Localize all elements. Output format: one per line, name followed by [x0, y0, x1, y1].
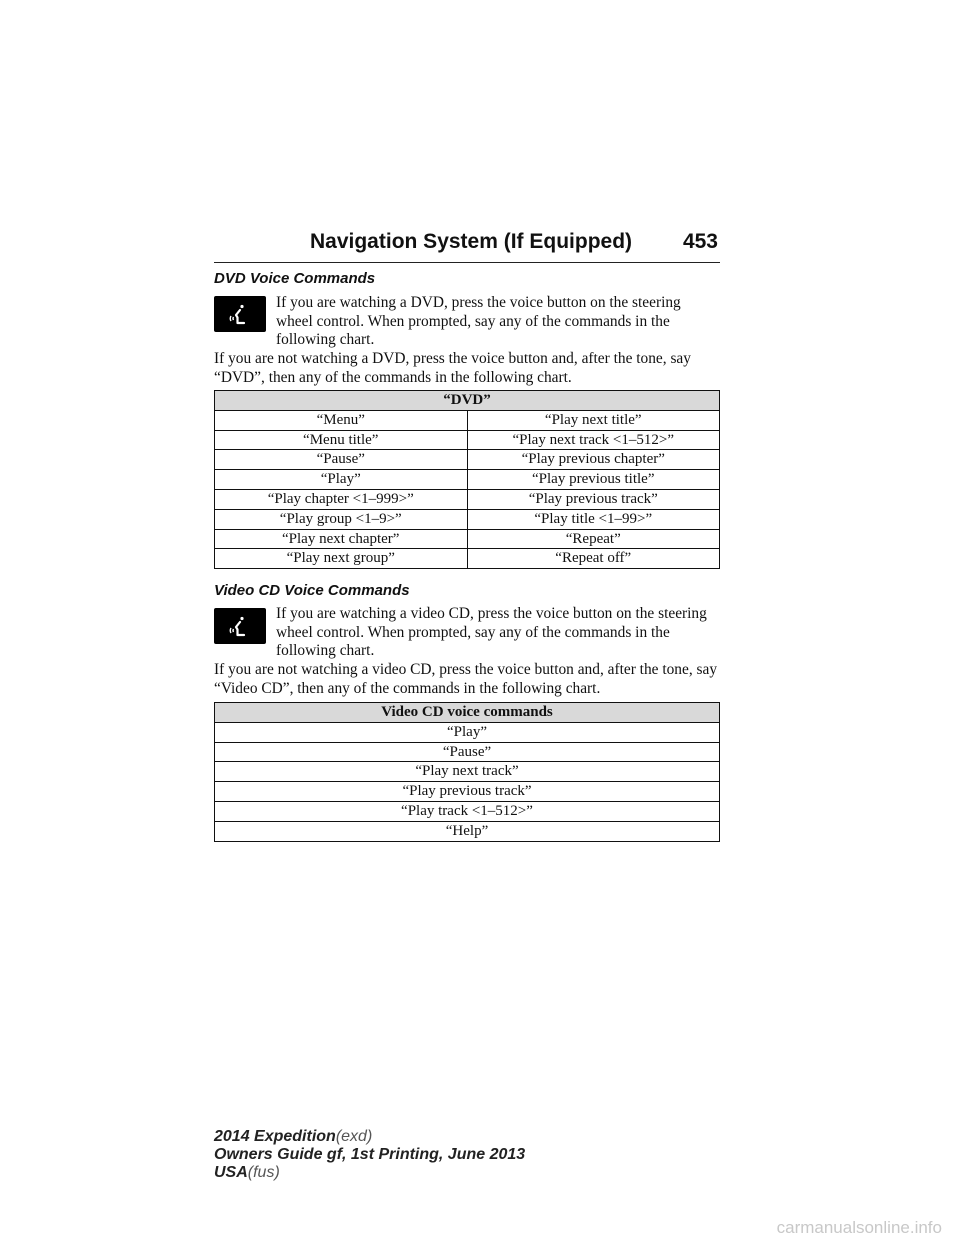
- vcd-commands-table: [214, 702, 720, 842]
- table-row: [215, 762, 720, 782]
- table-row: [215, 489, 720, 509]
- footer-model-line: [214, 1128, 525, 1146]
- table-header-row: [215, 391, 720, 411]
- table-row: [215, 801, 720, 821]
- footer-region: USA: [214, 1164, 248, 1181]
- page-footer: [214, 1128, 525, 1182]
- page-title: Navigation System (If Equipped): [310, 230, 633, 253]
- table-cell: “Play”: [215, 470, 468, 490]
- table-row: [215, 529, 720, 549]
- table-cell: “Play track <1–512>”: [215, 801, 720, 821]
- table-row: [215, 742, 720, 762]
- voice-button-icon: [214, 608, 266, 644]
- dvd-intro-text: If you are watching a DVD, press the voice button on the steering wheel control. When prompted, say any of the commands in the following chart.: [276, 294, 681, 348]
- table-cell: “Play previous track”: [215, 782, 720, 802]
- table-row: [215, 430, 720, 450]
- table-cell: “Play”: [215, 722, 720, 742]
- table-cell: “Help”: [215, 821, 720, 841]
- dvd-alternate-text: If you are not watching a DVD, press the voice button and, after the tone, say “DVD”, then any of the commands in the following chart.: [214, 350, 691, 386]
- dvd-commands-table: [214, 390, 720, 569]
- table-row: [215, 722, 720, 742]
- table-cell: “Play next title”: [467, 410, 720, 430]
- table-row: [215, 410, 720, 430]
- table-cell: “Pause”: [215, 742, 720, 762]
- table-cell: “Repeat”: [467, 529, 720, 549]
- table-cell: “Repeat off”: [467, 549, 720, 569]
- page-number: 453: [682, 230, 718, 253]
- table-row: [215, 470, 720, 490]
- table-cell: “Play previous track”: [467, 489, 720, 509]
- watermark: carmanualsonline.info: [776, 1218, 942, 1237]
- footer-region-code: (fus): [247, 1164, 280, 1181]
- footer-model-code: (exd): [335, 1128, 373, 1145]
- table-cell: “Play title <1–99>”: [467, 509, 720, 529]
- voice-button-icon: [214, 296, 266, 332]
- table-header: “DVD”: [215, 391, 720, 411]
- table-cell: “Play next group”: [215, 549, 468, 569]
- table-cell: “Play chapter <1–999>”: [215, 489, 468, 509]
- table-row: [215, 450, 720, 470]
- table-cell: “Play next chapter”: [215, 529, 468, 549]
- vcd-intro-text: If you are watching a video CD, press the voice button on the steering wheel control. When prompted, say any of the commands in the following chart.: [276, 605, 707, 659]
- table-header: Video CD voice commands: [215, 703, 720, 723]
- table-cell: “Play previous title”: [467, 470, 720, 490]
- table-cell: “Menu title”: [215, 430, 468, 450]
- table-cell: “Play previous chapter”: [467, 450, 720, 470]
- table-row: [215, 509, 720, 529]
- table-row: [215, 821, 720, 841]
- page-header: [214, 226, 720, 263]
- footer-region-line: [214, 1164, 525, 1182]
- table-cell: “Play next track”: [215, 762, 720, 782]
- table-row: [215, 782, 720, 802]
- table-cell: “Play group <1–9>”: [215, 509, 468, 529]
- table-header-row: [215, 703, 720, 723]
- footer-model: 2014 Expedition: [214, 1128, 336, 1145]
- dvd-section-heading: DVD Voice Commands: [214, 270, 376, 287]
- table-row: [215, 549, 720, 569]
- footer-guide: Owners Guide gf, 1st Printing, June 2013: [214, 1146, 526, 1163]
- table-cell: “Menu”: [215, 410, 468, 430]
- table-cell: “Play next track <1–512>”: [467, 430, 720, 450]
- vcd-alternate-text: If you are not watching a video CD, press the voice button and, after the tone, say “Video CD”, then any of the commands in the following chart.: [214, 661, 718, 697]
- table-cell: “Pause”: [215, 450, 468, 470]
- vcd-section-heading: Video CD Voice Commands: [214, 582, 410, 599]
